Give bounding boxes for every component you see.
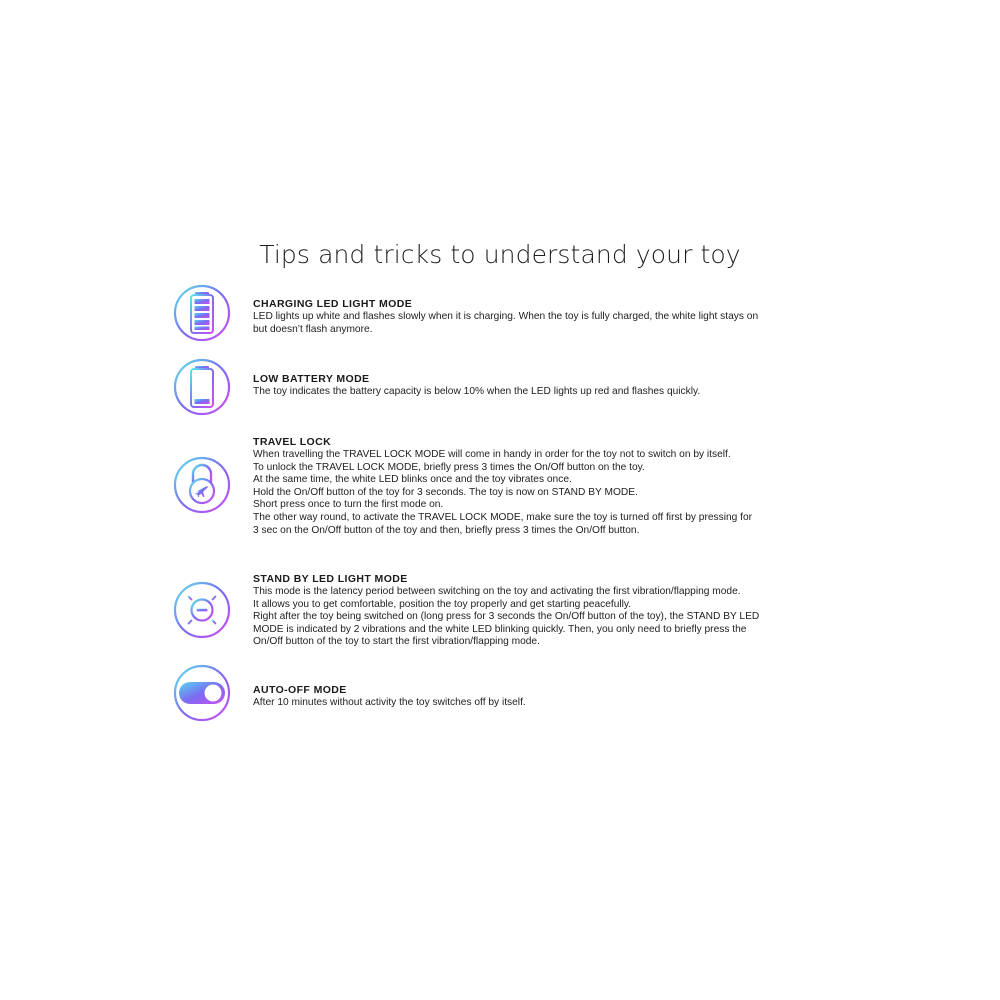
tip-heading: CHARGING LED LIGHT MODE [253, 298, 413, 310]
tip-text-line: This mode is the latency period between switching on the toy and activating the first vibration/flapping mode. [253, 586, 741, 597]
tip-text-line: After 10 minutes without activity the toy switches off by itself. [253, 697, 526, 708]
tip-heading: AUTO-OFF MODE [253, 684, 347, 696]
battery-full-icon [173, 284, 231, 342]
tip-text-line: The other way round, to activate the TRAVEL LOCK MODE, make sure the toy is turned off first by pressing for [253, 511, 753, 523]
tip-text-line: 3 sec on the On/Off button of the toy and then, briefly press 3 times the On/Off button. [253, 524, 640, 536]
tip-text-line: When travelling the TRAVEL LOCK MODE will come in handy in order for the toy not to switch on by itself. [253, 449, 731, 460]
tip-text-line: MODE is indicated by 2 vibrations and the white LED blinking quickly. Then, you only need to briefly press the [253, 623, 747, 635]
tip-text-line: On/Off button of the toy to start the first vibration/flapping mode. [253, 636, 540, 648]
battery-low-icon [173, 358, 231, 416]
tip-text-line: To unlock the TRAVEL LOCK MODE, briefly press 3 times the On/Off button on the toy. [253, 461, 645, 473]
tip-heading: LOW BATTERY MODE [253, 373, 370, 385]
tip-text-line: The toy indicates the battery capacity is below 10% when the LED lights up red and flashes quickly. [253, 386, 701, 397]
auto-off-toggle-icon [173, 664, 231, 722]
tip-text-line: Right after the toy being switched on (long press for 3 seconds the On/Off button of the toy), the STAND BY LED [253, 611, 760, 623]
standby-sun-icon [173, 581, 231, 639]
tip-text-line: LED lights up white and flashes slowly when it is charging. When the toy is fully charged, the white light stays on [253, 311, 759, 322]
tip-text-line: It allows you to get comfortable, position the toy properly and get starting peacefully. [253, 598, 632, 610]
tip-text-line: Short press once to turn the first mode on. [253, 499, 444, 511]
tip-text-line: Hold the On/Off button of the toy for 3 seconds. The toy is now on STAND BY MODE. [253, 486, 638, 498]
travel-lock-icon [173, 456, 231, 514]
tip-text-line: At the same time, the white LED blinks once and the toy vibrates once. [253, 474, 572, 486]
tip-text-line: but doesn’t flash anymore. [253, 323, 373, 335]
page-title: Tips and tricks to understand your toy [259, 240, 741, 269]
tip-heading: STAND BY LED LIGHT MODE [253, 573, 408, 585]
tip-heading: TRAVEL LOCK [253, 436, 332, 448]
